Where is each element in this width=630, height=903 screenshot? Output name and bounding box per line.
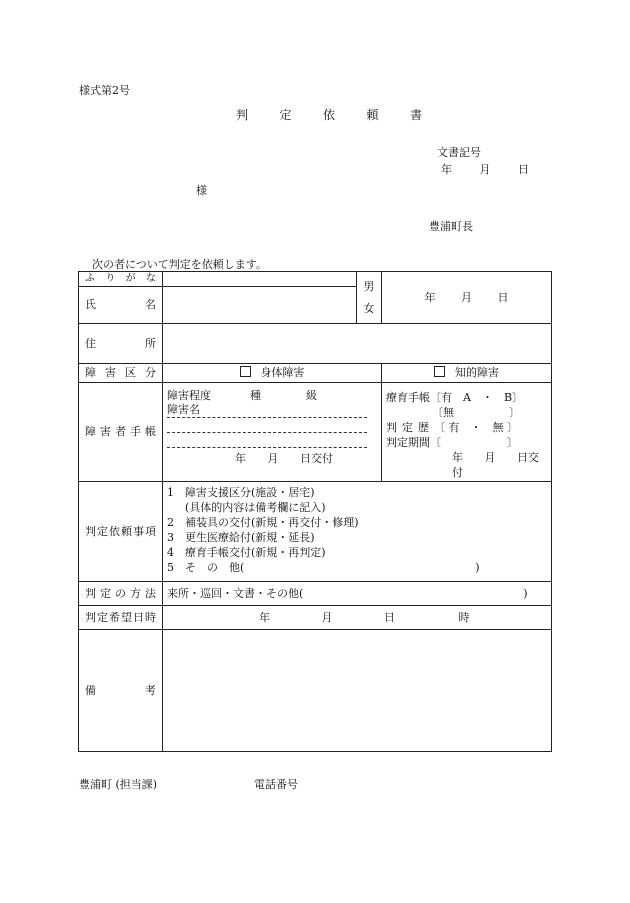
remarks-field[interactable] [163, 630, 552, 752]
remarks-label: 備考 [79, 630, 163, 752]
sex-cell[interactable] [357, 272, 382, 324]
request-item: 5 そ の 他( ) [167, 561, 480, 574]
request-item: 4 療育手帳交付(新規・再判定) [167, 546, 326, 559]
request-item-note: (具体的内容は備考欄に記入) [185, 501, 326, 514]
request-items-cell[interactable] [163, 482, 552, 582]
disability-name-line [167, 403, 367, 418]
title-char: 依 [323, 108, 337, 122]
method-label: 判定の方法 [79, 582, 163, 606]
address-label: 住所 [79, 324, 163, 364]
footer-phone-label: 電話番号 [254, 778, 298, 791]
method-field[interactable]: 来所・巡回・文書・その他( ) [163, 582, 552, 606]
request-items-label: 判定依頼事項 [79, 482, 163, 582]
name-label: 氏名 [79, 287, 163, 324]
furigana-label: ふりがな [79, 272, 163, 287]
doc-number-label: 文書記号 [437, 146, 481, 159]
handbook-label: 障害者手帳 [79, 383, 163, 482]
addressee-suffix: 様 [196, 184, 207, 197]
sender: 豊浦町長 [429, 220, 473, 233]
physical-checkbox[interactable] [240, 366, 251, 377]
address-field[interactable] [163, 324, 552, 364]
request-item: 3 更生医療給付(新規・延長) [167, 531, 315, 544]
intellectual-checkbox[interactable] [434, 366, 445, 377]
physical-option[interactable]: 身体障害 [163, 364, 382, 383]
issue-date: 年 月 日 [441, 163, 529, 176]
form-number: 様式第2号 [79, 84, 130, 97]
birth-date-field[interactable]: 年 月 日 [382, 272, 552, 324]
title-char: 判 [236, 108, 250, 122]
name-field[interactable] [163, 287, 357, 324]
footer-dept: 豊浦町 (担当課) [79, 778, 158, 791]
desired-datetime-label: 判定希望日時 [79, 606, 163, 630]
furigana-field[interactable] [163, 272, 357, 287]
sex-male: 男 [363, 279, 375, 293]
degree-label: 障害程度 [167, 389, 211, 402]
disability-name-label: 障害名 [167, 403, 200, 416]
disability-class-label: 障害区分 [79, 364, 163, 383]
intro-text: 次の者について判定を依頼します。 [92, 258, 267, 271]
page-title [236, 106, 449, 123]
blank-line [167, 433, 367, 448]
sex-female: 女 [363, 301, 375, 315]
request-item: 1 障害支援区分(施設・居宅) [167, 486, 315, 499]
desired-datetime-field[interactable]: 年 月 日 時 [163, 606, 552, 630]
title-char: 頼 [366, 108, 380, 122]
blank-line [167, 418, 367, 433]
handbook-right-cell[interactable]: 療育手帳〔有 A ・ B〕 〔無 〕 判定歴〔 有 ・ 無 〕 判定期間〔 〕 年 月 日交付 [382, 383, 552, 482]
intellectual-option[interactable]: 知的障害 [382, 364, 552, 383]
title-char: 定 [279, 108, 293, 122]
issued-date-left: 年 月 日交付 [235, 452, 333, 465]
handbook-left-cell[interactable]: 障害程度 種 級 障害名 年 月 日交付 [163, 383, 382, 482]
request-form-table [78, 271, 552, 752]
title-char: 書 [410, 108, 424, 122]
request-item: 2 補装具の交付(新規・再交付・修理) [167, 516, 359, 529]
